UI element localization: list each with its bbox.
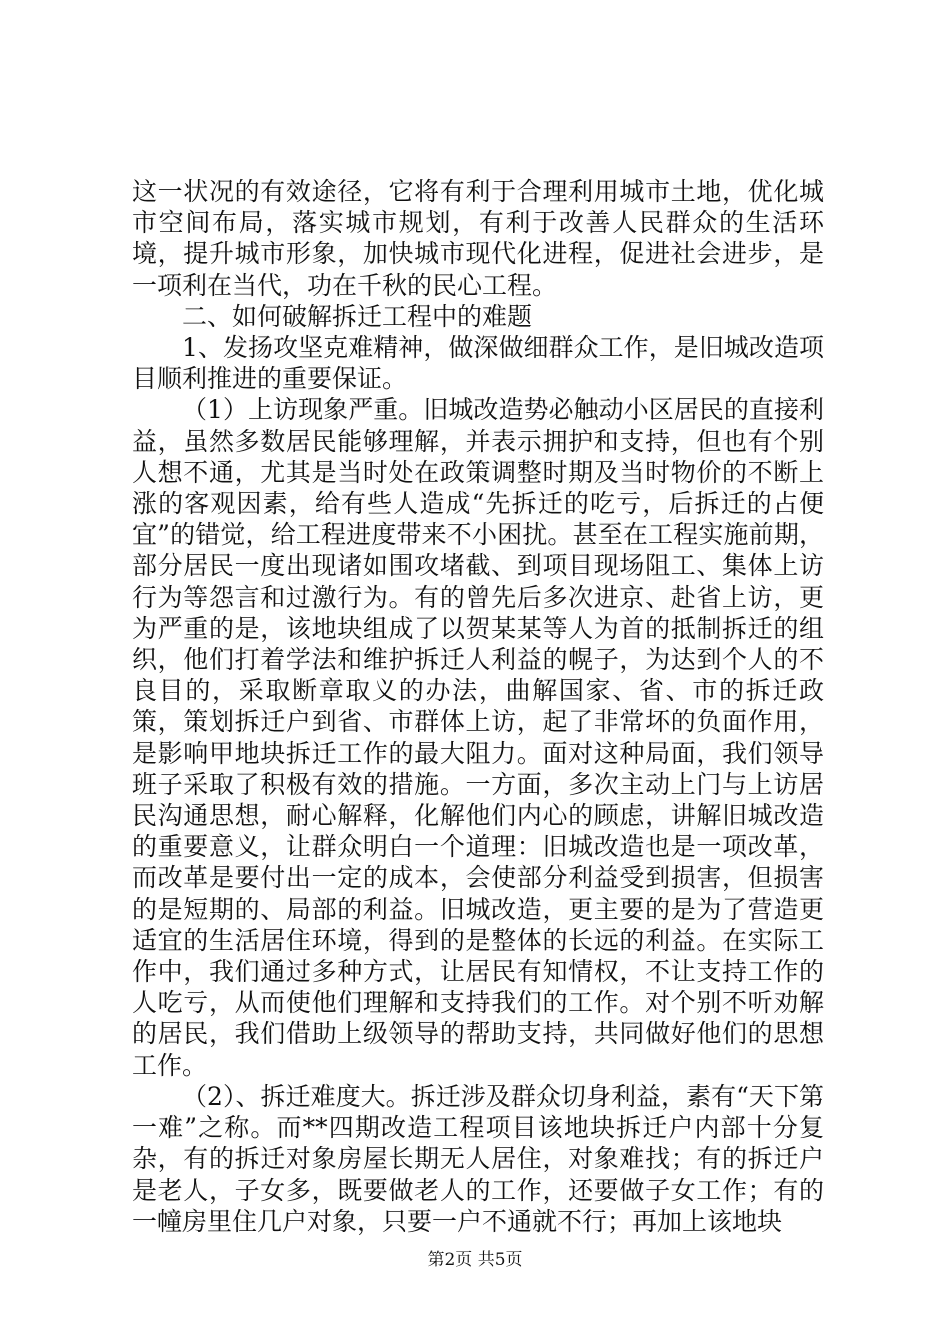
paragraph-demolition-difficulty: （2）、拆迁难度大。拆迁涉及群众切身利益，素有“天下第一难”之称。而**四期改造工程项目该地块拆迁户内部十分复杂，有的拆迁对象房屋长期无人居住，对象难找；有的拆迁户是老人，子女多，既要做老人的工作，还要做子女工作；有的一幢房里住几户对象，只要一户不通就不行；再加上该地块 [132,1081,824,1236]
document-body [132,176,824,1237]
section-heading: 二、如何破解拆迁工程中的难题 [182,301,533,331]
page-number-footer: 第2页 共5页 [427,1250,523,1270]
subsection-heading: 1、发扬攻坚克难精神，做深做细群众工作，是旧城改造项目顺利推进的重要保证。 [132,333,824,394]
paragraph-petition: （1）上访现象严重。旧城改造势必触动小区居民的直接利益，虽然多数居民能够理解，并表示拥护和支持，但也有个别人想不通，尤其是当时处在政策调整时期及当时物价的不断上涨的客观因素，给有些人造成“先拆迁的吃亏，后拆迁的占便宜”的错觉，给工程进度带来不小困扰。甚至在工程实施前期，部分居民一度出现诸如围攻堵截、到项目现场阻工、集体上访行为等怨言和过激行为。有的曾先后多次进京、赴省上访，更为严重的是，该地块组成了以贺某某等人为首的抵制拆迁的组织，他们打着学法和维护拆迁人利益的幌子，为达到个人的不良目的，采取断章取义的办法，曲解国家、省、市的拆迁政策，策划拆迁户到省、市群体上访，起了非常坏的负面作用，是影响甲地块拆迁工作的最大阻力。面对这种局面，我们领导班子采取了积极有效的措施。一方面，多次主动上门与上访居民沟通思想，耐心解释，化解他们内心的顾虑，讲解旧城改造的重要意义，让群众明白一个道理：旧城改造也是一项改革，而改革是要付出一定的成本，会使部分利益受到损害，但损害的是短期的、局部的利益。旧城改造，更主要的是为了营造更适宜的生活居住环境，得到的是整体的长远的利益。在实际工作中，我们通过多种方式，让居民有知情权，不让支持工作的人吃亏，从而使他们理解和支持我们的工作。对个别不听劝解的居民，我们借助上级领导的帮助支持，共同做好他们的思想工作。 [132,395,824,1080]
paragraph-continuation: 这一状况的有效途径，它将有利于合理利用城市土地，优化城市空间布局，落实城市规划，有利于改善人民群众的生活环境，提升城市形象，加快城市现代化进程，促进社会进步，是一项利在当代，功在千秋的民心工程。 [132,177,824,300]
